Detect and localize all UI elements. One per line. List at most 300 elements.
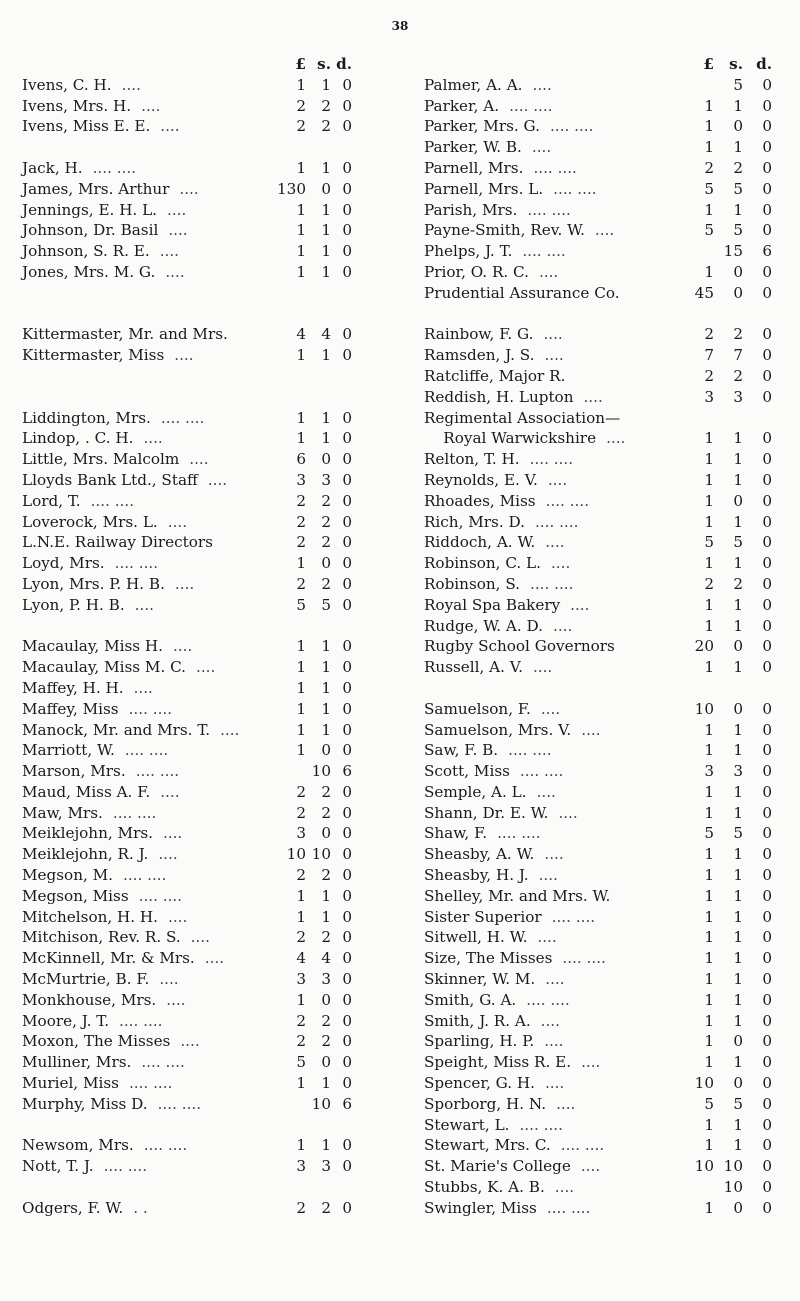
- pounds-amount: 2: [296, 491, 306, 510]
- subscriber-name: [424, 1031, 564, 1052]
- subscriber-name: [424, 948, 606, 969]
- subscriber-row: [424, 96, 774, 117]
- pence-amount: 0: [342, 845, 352, 864]
- leader-dots: ....: [121, 75, 141, 94]
- pence-amount: 0: [762, 138, 772, 157]
- name-text: Maffey, H. H.: [22, 678, 124, 697]
- subscriber-name: [22, 678, 153, 699]
- leader-dots: .... ....: [114, 554, 159, 573]
- pence-amount: 0: [342, 1032, 352, 1051]
- pounds-amount: 1: [296, 1074, 306, 1093]
- pence-amount: 0: [762, 574, 772, 593]
- pence-amount: 0: [762, 221, 772, 240]
- name-text: Kittermaster, Mr. and Mrs.: [22, 325, 228, 344]
- subscriber-row: [22, 844, 376, 865]
- pence-amount: 6: [342, 1094, 352, 1113]
- name-text: Megson, Miss: [22, 886, 129, 905]
- subscriber-row: [22, 1073, 376, 1094]
- pence-amount: 0: [342, 782, 352, 801]
- pence-amount: 0: [342, 554, 352, 573]
- pence-amount: 0: [762, 782, 772, 801]
- pence-header: d.: [336, 55, 352, 73]
- subscriber-row: [22, 96, 376, 117]
- name-text: Prudential Assurance Co.: [424, 283, 620, 302]
- subscriber-name: [424, 969, 565, 990]
- leader-dots: .... ....: [551, 907, 596, 926]
- subscriber-row: [22, 720, 376, 741]
- name-text: Meiklejohn, R. J.: [22, 845, 149, 864]
- pounds-amount: 2: [704, 158, 714, 177]
- pence-amount: 0: [342, 179, 352, 198]
- name-text: Meiklejohn, Mrs.: [22, 824, 153, 843]
- leader-dots: ....: [540, 1011, 560, 1030]
- pounds-amount: 4: [296, 325, 306, 344]
- subscriber-name: [424, 1073, 564, 1094]
- shillings-amount: 7: [733, 346, 743, 365]
- subscriber-name: [22, 969, 179, 990]
- subscriber-row: [22, 886, 376, 907]
- subscriber-name: [424, 761, 563, 782]
- subscriber-row: [22, 907, 376, 928]
- leader-dots: .... ....: [141, 1053, 185, 1072]
- subscriber-name: [22, 720, 239, 741]
- shillings-amount: 1: [733, 741, 743, 760]
- leader-dots: ....: [159, 970, 179, 989]
- subscriber-name: [22, 948, 224, 969]
- name-text: Swingler, Miss: [424, 1198, 537, 1217]
- name-text: Jack, H.: [22, 158, 83, 177]
- subscriber-row: [22, 1094, 376, 1115]
- leader-dots: ....: [204, 949, 225, 968]
- shillings-amount: 0: [733, 283, 743, 302]
- pence-amount: 0: [762, 658, 772, 677]
- name-text: Robinson, S.: [424, 574, 521, 593]
- name-text: Rich, Mrs. D.: [424, 512, 525, 531]
- leader-dots: ....: [168, 221, 188, 240]
- pounds-amount: 10: [694, 1157, 714, 1176]
- shillings-amount: 0: [321, 179, 331, 198]
- shillings-amount: 1: [733, 554, 743, 573]
- subscriber-name: [424, 865, 558, 886]
- pounds-amount: 1: [704, 949, 714, 968]
- subscriber-row: [22, 782, 376, 803]
- shillings-amount: 1: [733, 782, 743, 801]
- pence-amount: 0: [342, 533, 352, 552]
- shillings-amount: 1: [733, 96, 743, 115]
- subscriber-name: [424, 137, 551, 158]
- name-text: Lyon, P. H. B.: [22, 595, 125, 614]
- subscriber-name: [424, 96, 553, 117]
- leader-dots: ....: [544, 845, 564, 864]
- shillings-amount: 3: [733, 762, 743, 781]
- subscriber-row: [424, 803, 774, 824]
- name-text: Mitchelson, H. H.: [22, 907, 158, 926]
- name-text: Sheasby, A. W.: [424, 845, 535, 864]
- name-text: Scott, Miss: [424, 762, 510, 781]
- subscriber-row: [22, 969, 376, 990]
- subscriber-row: [424, 1156, 774, 1177]
- leader-dots: .... ....: [157, 1094, 202, 1113]
- subscriber-name: [22, 844, 178, 865]
- name-text: Royal Warwickshire: [424, 429, 597, 448]
- pence-amount: 0: [342, 262, 352, 281]
- leader-dots: ....: [180, 1032, 200, 1051]
- pounds-amount: 1: [296, 242, 306, 261]
- name-text: Mulliner, Mrs.: [22, 1053, 132, 1072]
- subscriber-row: [22, 262, 376, 283]
- subscriber-row: [22, 740, 376, 761]
- pounds-amount: 1: [704, 138, 714, 157]
- shillings-amount: 2: [733, 325, 743, 344]
- pounds-amount: 1: [296, 346, 306, 365]
- shillings-amount: 10: [723, 1178, 743, 1197]
- pence-amount: 0: [342, 970, 352, 989]
- name-text: Rhoades, Miss: [424, 491, 536, 510]
- pounds-amount: 10: [694, 699, 714, 718]
- shillings-amount: 1: [733, 595, 743, 614]
- pence-amount: 0: [342, 990, 352, 1009]
- leader-dots: ....: [174, 574, 195, 593]
- subscriber-row: [424, 886, 774, 907]
- subscriber-row: [22, 699, 376, 720]
- subscriber-row: [22, 116, 376, 137]
- subscriber-name: [22, 823, 182, 844]
- shillings-amount: 1: [321, 408, 331, 427]
- pence-amount: 0: [762, 554, 772, 573]
- subscriber-row: [424, 179, 774, 200]
- pounds-amount: 1: [296, 221, 306, 240]
- subscriber-name: [22, 657, 215, 678]
- subscriber-name: [424, 116, 593, 137]
- name-text: Parker, A.: [424, 96, 500, 115]
- shillings-amount: 2: [733, 158, 743, 177]
- pence-amount: 0: [762, 179, 772, 198]
- subscriber-row: [424, 1135, 774, 1156]
- leader-dots: .... ....: [546, 1198, 591, 1217]
- leader-dots: ....: [545, 533, 565, 552]
- leader-dots: ....: [160, 117, 180, 136]
- shillings-amount: 1: [321, 158, 331, 177]
- list-spacer: [424, 304, 774, 325]
- name-text: Ivens, Miss E. E.: [22, 117, 151, 136]
- pounds-amount: 1: [704, 1011, 714, 1030]
- shillings-amount: 2: [321, 1032, 331, 1051]
- leader-dots: . .: [133, 1198, 148, 1217]
- name-text: Lloyds Bank Ltd., Staff: [22, 470, 198, 489]
- subscriber-name: [424, 1115, 563, 1136]
- leader-dots: ....: [581, 1053, 601, 1072]
- pounds-amount: 5: [704, 179, 714, 198]
- subscriber-name: [424, 927, 557, 948]
- leader-dots: .... ....: [553, 179, 597, 198]
- name-text: Ratcliffe, Major R.: [424, 366, 566, 385]
- subscriber-name: [22, 761, 179, 782]
- pounds-amount: 1: [704, 928, 714, 947]
- name-text: Russell, A. V.: [424, 658, 523, 677]
- shillings-amount: 2: [321, 491, 331, 510]
- leader-dots: ....: [544, 1032, 564, 1051]
- pence-amount: 0: [342, 242, 352, 261]
- subscriber-row: [22, 532, 376, 553]
- leader-dots: .... ....: [143, 1136, 188, 1155]
- pence-amount: 0: [342, 907, 352, 926]
- pounds-amount: 1: [704, 616, 714, 635]
- shillings-amount: 1: [321, 907, 331, 926]
- leader-dots: .... ....: [160, 408, 205, 427]
- leader-dots: ....: [207, 470, 228, 489]
- shillings-amount: 2: [321, 1198, 331, 1217]
- subscriber-name: [424, 408, 630, 429]
- pounds-amount: 1: [704, 845, 714, 864]
- name-text: Parker, Mrs. G.: [424, 117, 540, 136]
- subscriber-name: [22, 574, 194, 595]
- subscriber-row: [22, 1156, 376, 1177]
- shillings-amount: 5: [733, 179, 743, 198]
- shillings-amount: 0: [733, 491, 743, 510]
- name-text: Shelley, Mr. and Mrs. W.: [424, 886, 611, 905]
- leader-dots: .... ....: [519, 762, 564, 781]
- name-text: St. Marie's College: [424, 1157, 571, 1176]
- subscriber-name: [22, 158, 136, 179]
- subscriber-name: [424, 720, 601, 741]
- pounds-amount: 2: [296, 512, 306, 531]
- pence-amount: 0: [342, 678, 352, 697]
- leader-dots: ....: [550, 554, 571, 573]
- subscriber-name: [424, 990, 570, 1011]
- pounds-amount: 1: [704, 117, 714, 136]
- name-text: Loyd, Mrs.: [22, 554, 105, 573]
- subscriber-name: [22, 1011, 162, 1032]
- leader-dots: .... ....: [530, 574, 574, 593]
- pence-amount: 0: [342, 158, 352, 177]
- leader-dots: .... ....: [128, 1074, 173, 1093]
- pounds-amount: 1: [296, 990, 306, 1009]
- subscriber-name: [424, 1052, 600, 1073]
- subscriber-name: [22, 595, 154, 616]
- subscriber-row: [22, 1135, 376, 1156]
- leader-dots: .... ....: [562, 949, 606, 968]
- name-text: Jennings, E. H. L.: [22, 200, 158, 219]
- shillings-amount: 1: [733, 138, 743, 157]
- pence-amount: 0: [762, 283, 772, 302]
- shillings-amount: 1: [321, 75, 331, 94]
- pounds-amount: 1: [296, 429, 306, 448]
- pence-amount: 0: [762, 990, 772, 1009]
- leader-dots: ....: [606, 429, 626, 448]
- pence-amount: 0: [762, 637, 772, 656]
- subscriber-name: [22, 449, 209, 470]
- leader-dots: .... ....: [497, 824, 541, 843]
- pounds-amount: 5: [296, 595, 306, 614]
- subscriber-name: [22, 241, 179, 262]
- subscriber-row: [22, 200, 376, 221]
- subscriber-name: [424, 886, 620, 907]
- subscriber-row: [424, 262, 774, 283]
- pounds-amount: 1: [296, 408, 306, 427]
- pence-amount: 0: [342, 928, 352, 947]
- leader-dots: ....: [583, 387, 603, 406]
- pounds-amount: 1: [704, 1198, 714, 1217]
- subscriber-row: [22, 678, 376, 699]
- name-text: Little, Mrs. Malcolm: [22, 450, 180, 469]
- subscriber-row: [424, 470, 774, 491]
- subscriber-name: [22, 96, 160, 117]
- currency-header-right: [424, 54, 774, 75]
- leader-dots: ....: [594, 221, 615, 240]
- subscriber-row: [22, 241, 376, 262]
- pounds-amount: 2: [296, 928, 306, 947]
- leader-dots: ....: [190, 928, 210, 947]
- pounds-amount: 10: [694, 1074, 714, 1093]
- shillings-amount: 15: [723, 242, 743, 261]
- shillings-amount: 0: [733, 117, 743, 136]
- name-text: Liddington, Mrs.: [22, 408, 151, 427]
- shillings-amount: 0: [321, 741, 331, 760]
- leader-dots: ....: [538, 866, 558, 885]
- name-text: Johnson, S. R. E.: [22, 242, 150, 261]
- name-text: Stewart, L.: [424, 1115, 510, 1134]
- shillings-amount: 1: [733, 886, 743, 905]
- name-text: Muriel, Miss: [22, 1074, 119, 1093]
- name-text: Samuelson, Mrs. V.: [424, 720, 572, 739]
- subscriber-row: [22, 553, 376, 574]
- subscriber-name: [22, 1073, 172, 1094]
- shillings-amount: 0: [733, 1198, 743, 1217]
- subscriber-name: [424, 1198, 590, 1219]
- shillings-amount: 1: [321, 262, 331, 281]
- name-text: Rugby School Governors: [424, 637, 615, 656]
- pence-amount: 0: [342, 1198, 352, 1217]
- shillings-amount: 1: [733, 845, 743, 864]
- name-text: Nott, T. J.: [22, 1157, 94, 1176]
- subscriber-row: [424, 553, 774, 574]
- pounds-amount: 1: [704, 886, 714, 905]
- leader-dots: ....: [532, 75, 552, 94]
- name-text: Sheasby, H. J.: [424, 866, 529, 885]
- pence-amount: 0: [762, 1011, 772, 1030]
- shillings-amount: 2: [321, 782, 331, 801]
- leader-dots: .... ....: [545, 491, 590, 510]
- pence-amount: 0: [762, 824, 772, 843]
- shillings-amount: 10: [311, 845, 331, 864]
- name-text: Moore, J. T.: [22, 1011, 110, 1030]
- pounds-amount: 1: [296, 200, 306, 219]
- pence-amount: 0: [762, 158, 772, 177]
- shillings-amount: 1: [321, 886, 331, 905]
- pence-amount: 0: [762, 886, 772, 905]
- shillings-amount: 1: [733, 1136, 743, 1155]
- pence-amount: 0: [762, 1178, 772, 1197]
- name-text: Ramsden, J. S.: [424, 346, 535, 365]
- pounds-amount: 1: [704, 1032, 714, 1051]
- name-text: Shaw, F.: [424, 824, 488, 843]
- name-text: James, Mrs. Arthur: [22, 179, 170, 198]
- subscriber-row: [424, 761, 774, 782]
- subscriber-name: [424, 782, 556, 803]
- leader-dots: .... ....: [92, 158, 137, 177]
- shillings-amount: 0: [321, 554, 331, 573]
- leader-dots: .... ....: [560, 1136, 605, 1155]
- subscriber-row: [22, 948, 376, 969]
- subscriber-name: [424, 283, 630, 304]
- name-text: Monkhouse, Mrs.: [22, 990, 157, 1009]
- pounds-amount: 1: [704, 1115, 714, 1134]
- shillings-amount: 10: [311, 762, 331, 781]
- pounds-amount: 2: [704, 325, 714, 344]
- pounds-amount: 2: [296, 533, 306, 552]
- pounds-amount: 1: [296, 678, 306, 697]
- pounds-amount: 1: [296, 886, 306, 905]
- leader-dots: ....: [189, 450, 209, 469]
- leader-dots: ....: [174, 346, 194, 365]
- subscriber-name: [22, 200, 186, 221]
- shillings-amount: 3: [321, 970, 331, 989]
- subscriber-name: [424, 1156, 600, 1177]
- subscriber-name: [424, 470, 567, 491]
- subscriber-row: [424, 990, 774, 1011]
- leader-dots: ....: [532, 658, 553, 677]
- name-text: Sparling, H. P.: [424, 1032, 535, 1051]
- leader-dots: .... ....: [519, 1115, 563, 1134]
- shillings-amount: 2: [321, 928, 331, 947]
- name-text: Palmer, A. A.: [424, 75, 523, 94]
- pence-amount: 0: [762, 595, 772, 614]
- leader-dots: .... ....: [135, 762, 180, 781]
- pence-amount: 0: [762, 845, 772, 864]
- pence-amount: 0: [342, 491, 352, 510]
- subscriber-row: [424, 616, 774, 637]
- subscriber-name: [424, 1094, 575, 1115]
- pence-amount: 0: [762, 1094, 772, 1113]
- pounds-amount: 7: [704, 346, 714, 365]
- subscriber-row: [424, 740, 774, 761]
- pounds-amount: 3: [296, 1157, 306, 1176]
- subscriber-name: [424, 1135, 604, 1156]
- subscriber-row: [22, 803, 376, 824]
- right-column: [424, 54, 774, 1219]
- subscriber-row: [424, 283, 774, 304]
- shillings-amount: 1: [321, 1136, 331, 1155]
- name-text: L.N.E. Railway Directors: [22, 533, 213, 552]
- name-text: Kittermaster, Miss: [22, 346, 165, 365]
- shillings-amount: 1: [733, 970, 743, 989]
- name-text: Lyon, Mrs. P. H. B.: [22, 574, 165, 593]
- pounds-amount: 5: [704, 824, 714, 843]
- pounds-amount: 2: [296, 782, 306, 801]
- subscriber-row: [424, 1177, 774, 1198]
- pence-amount: 0: [342, 1074, 352, 1093]
- pounds-header: £: [295, 55, 306, 73]
- subscriber-name: [22, 740, 168, 761]
- pounds-amount: 1: [296, 658, 306, 677]
- shillings-amount: 2: [321, 803, 331, 822]
- shillings-amount: 1: [733, 1115, 743, 1134]
- leader-dots: .... ....: [533, 158, 577, 177]
- pounds-amount: 1: [296, 720, 306, 739]
- leader-dots: ....: [544, 1074, 565, 1093]
- subscriber-name: [424, 595, 589, 616]
- subscriber-row: [424, 324, 774, 345]
- pounds-amount: 1: [704, 1053, 714, 1072]
- page-number: 38: [391, 19, 409, 33]
- leader-dots: .... ....: [90, 491, 135, 510]
- name-text: Manock, Mr. and Mrs. T.: [22, 720, 211, 739]
- subscriber-row: [424, 1094, 774, 1115]
- name-text: Parnell, Mrs. L.: [424, 179, 544, 198]
- subscriber-name: [424, 200, 571, 221]
- subscriber-name: [424, 345, 564, 366]
- subscriber-row: [424, 408, 774, 429]
